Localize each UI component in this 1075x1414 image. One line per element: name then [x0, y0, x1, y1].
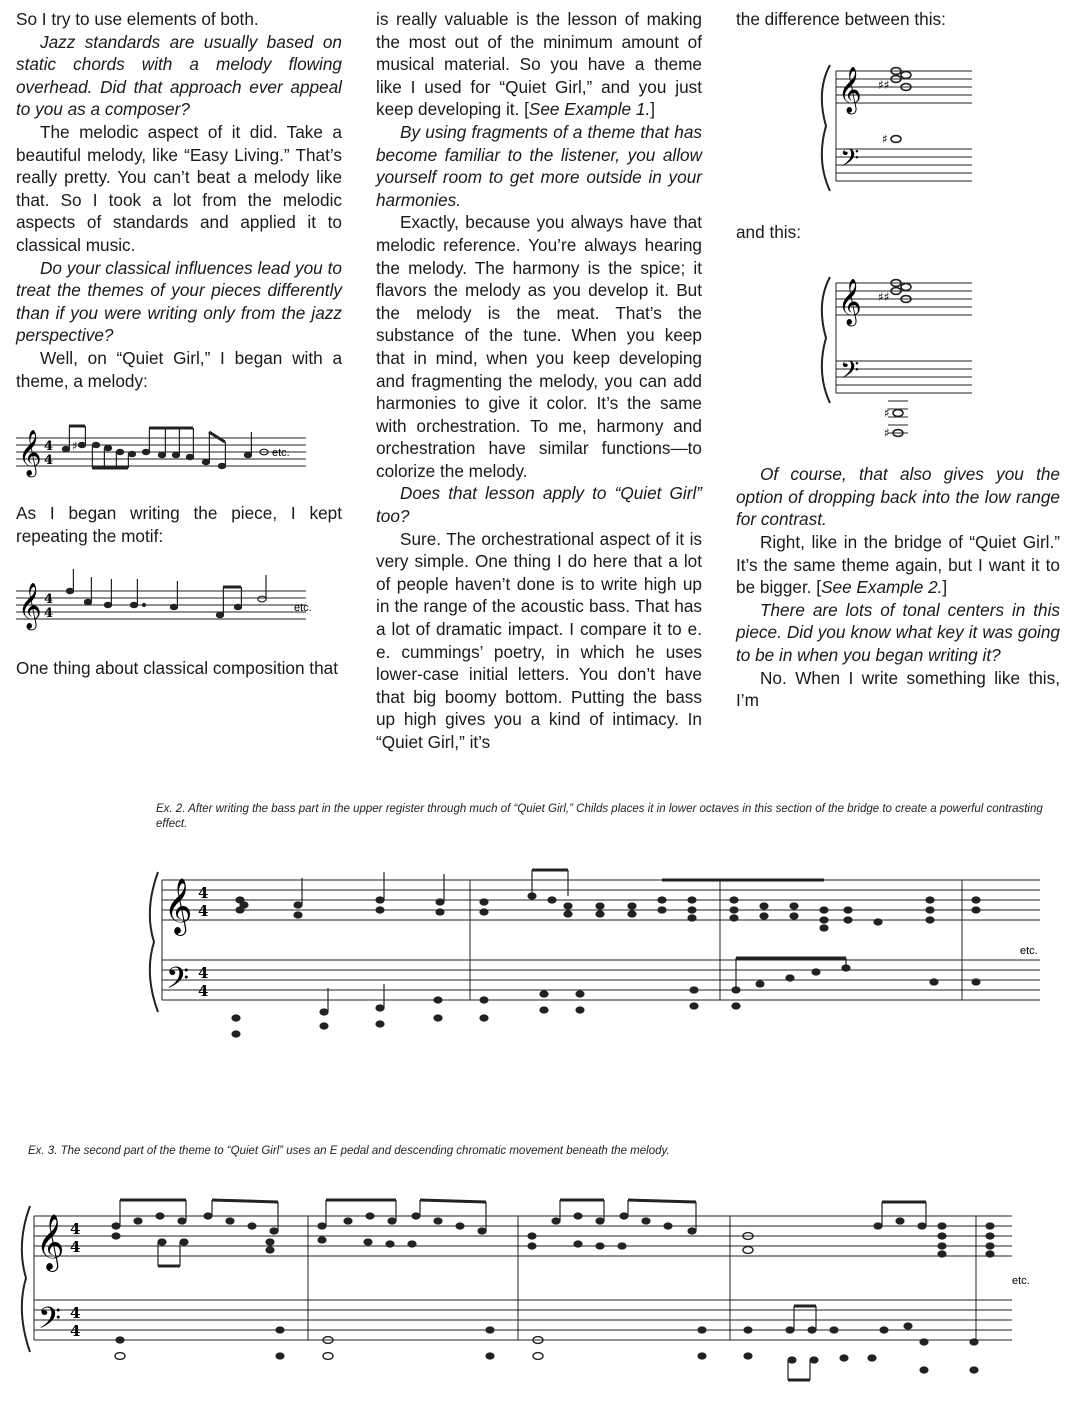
- svg-text:4: 4: [198, 884, 209, 902]
- treble-clef-icon: 𝄞: [18, 583, 42, 630]
- example-2-score: [140, 850, 1060, 1070]
- svg-text:4: 4: [70, 1220, 81, 1238]
- svg-text:♯♯: ♯♯: [878, 77, 890, 92]
- interview-question: There are lots of tonal centers in this piece. Did you know what key it was going to be in when you began writing it?: [736, 599, 1060, 665]
- svg-text:4: 4: [44, 592, 54, 608]
- interview-question: Do your classical influences lead you to treat the themes of your pieces differently than if you were writing only from the jazz perspective?: [16, 257, 342, 346]
- paragraph: and this:: [736, 221, 801, 242]
- svg-text:♯: ♯: [72, 439, 78, 454]
- svg-text:♯♯: ♯♯: [878, 290, 890, 305]
- bass-clef-icon: 𝄢: [840, 143, 860, 179]
- example-3-caption: Ex. 3. The second part of the theme to “Quiet Girl” uses an E pedal and descending chromatic movement beneath the melody.: [28, 1145, 670, 1157]
- treble-clef-icon: 𝄞: [838, 66, 862, 113]
- interview-question: Jazz standards are usually based on static chords with a melody flowing overhead. Did that approach ever appeal to you as a composer?: [16, 31, 342, 120]
- svg-text:etc.: etc.: [1012, 1275, 1030, 1287]
- paragraph: No. When I write something like this, I’m: [736, 667, 1060, 711]
- example-3-score: [12, 1180, 1062, 1404]
- bass-clef-icon: 𝄢: [840, 356, 860, 392]
- paragraph: Exactly, because you always have that melodic reference. You’re always hearing the melody. The harmony is the spice; it flavors the melody as you develop it. But the melody is the meat. That’s the substance of the tune. When you keep that in mind, when you keep developing and fragmenting the melody, you can add harmonies to give it color. It’s the same with orchestration. To me, harmony and orchestration have similar functions—to colorize the melody.: [376, 212, 702, 481]
- svg-text:4: 4: [70, 1238, 81, 1256]
- treble-clef-icon: 𝄞: [18, 430, 42, 477]
- column-2: [376, 8, 702, 754]
- paragraph: As I began writing the piece, I kept repeating the motif:: [16, 503, 342, 546]
- treble-clef-icon: 𝄞: [36, 1214, 65, 1270]
- paragraph: So I try to use elements of both.: [16, 9, 259, 29]
- paragraph: is really valuable is the lesson of making the most out of the minimum amount of musical material. So you have a theme like I used for “Quiet Girl,” and you just keep developing it. [See Example 1.]: [376, 9, 702, 120]
- motif-staff: [16, 547, 342, 657]
- svg-text:4: 4: [44, 453, 54, 469]
- svg-text:4: 4: [70, 1304, 81, 1322]
- svg-text:etc.: etc.: [1020, 945, 1038, 957]
- treble-clef-icon: 𝄞: [838, 279, 862, 326]
- example-2-caption: Ex. 2. After writing the bass part in the upper register through much of “Quiet Girl,” Childs places it in lower octaves in this section of the bridge to create a powerful contrasting effect.: [156, 803, 1043, 830]
- svg-text:etc.: etc.: [272, 447, 290, 460]
- treble-clef-icon: 𝄞: [164, 878, 193, 934]
- column-1: [16, 8, 342, 680]
- interview-question: By using fragments of a theme that has become familiar to the listener, you allow yourself room to get more outside in your harmonies.: [376, 121, 702, 210]
- grand-staff-chord-example-b: [736, 243, 1060, 463]
- paragraph: Sure. The orchestrational aspect of it is very simple. One thing I do here that a lot of people haven’t done is to write high up in the range of the acoustic bass. That has a lot of dramatic impact. I compare it to e. e. cummings’ poetry, in which he uses lower-case initial letters. You don’t have that big boomy bottom. Putting the bass up high gives you a kind of intimacy. In “Quiet Girl,” it’s: [376, 528, 702, 752]
- paragraph: One thing about classical composition that: [16, 658, 338, 679]
- paragraph: the difference between this:: [736, 9, 946, 29]
- bass-clef-icon: 𝄢: [166, 962, 190, 1003]
- paragraph: Right, like in the bridge of “Quiet Girl.” It’s the same theme again, but I want it to be bigger. [See Example 2.]: [736, 531, 1060, 598]
- svg-text:4: 4: [198, 964, 209, 982]
- svg-text:4: 4: [44, 606, 54, 622]
- paragraph: The melodic aspect of it did. Take a beautiful melody, like “Easy Living.” That’s really pretty. You can’t beat a melody like that. So I took a lot from the melodic aspects of standards and applied it to classical music.: [16, 121, 342, 255]
- column-3: [736, 8, 1060, 712]
- svg-text:etc.: etc.: [294, 602, 312, 615]
- svg-text:4: 4: [198, 902, 209, 920]
- theme-melody-staff: [16, 392, 342, 502]
- svg-text:4: 4: [44, 439, 54, 455]
- interview-question: Does that lesson apply to “Quiet Girl” too?: [376, 483, 702, 527]
- grand-staff-chord-example-a: [736, 31, 1060, 221]
- svg-text:♯: ♯: [884, 426, 890, 441]
- svg-text:4: 4: [70, 1322, 81, 1340]
- bass-clef-icon: 𝄢: [38, 1302, 62, 1343]
- svg-text:♯: ♯: [884, 406, 890, 421]
- interview-question: Of course, that also gives you the option of dropping back into the low range for contrast.: [736, 464, 1060, 530]
- paragraph: Well, on “Quiet Girl,” I began with a theme, a melody:: [16, 347, 342, 391]
- svg-text:♯: ♯: [882, 131, 888, 146]
- svg-text:4: 4: [198, 982, 209, 1000]
